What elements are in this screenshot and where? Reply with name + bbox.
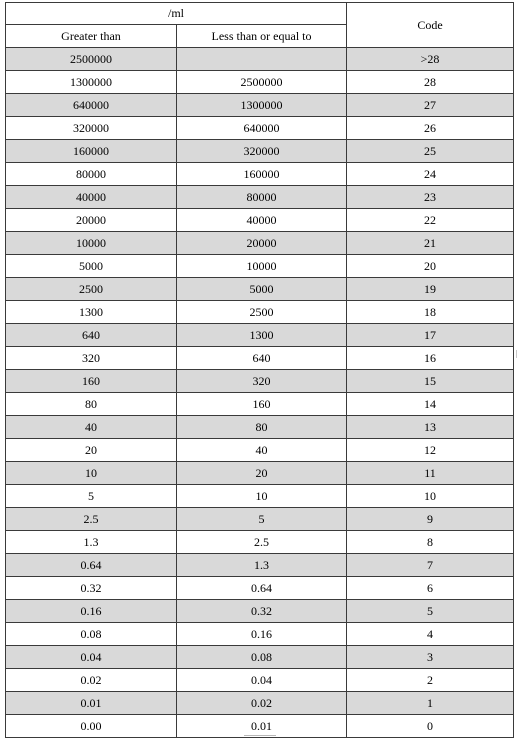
greater-than-cell: 2500000: [6, 48, 177, 71]
particle-count-code-table: [5, 2, 514, 738]
table-row: [6, 577, 514, 600]
table-row: [6, 94, 514, 117]
less-equal-cell: 160000: [177, 163, 347, 186]
code-cell: 14: [347, 393, 514, 416]
code-cell: 27: [347, 94, 514, 117]
table-row: [6, 600, 514, 623]
less-equal-cell: 1300000: [177, 94, 347, 117]
greater-than-cell: 20: [6, 439, 177, 462]
less-equal-cell: 5000: [177, 278, 347, 301]
table-row: [6, 531, 514, 554]
greater-than-cell: 640000: [6, 94, 177, 117]
less-equal-cell: 80: [177, 416, 347, 439]
greater-than-cell: 1300: [6, 301, 177, 324]
greater-than-cell: 10000: [6, 232, 177, 255]
code-cell: 15: [347, 370, 514, 393]
less-equal-cell: 20: [177, 462, 347, 485]
code-header: Code: [347, 3, 514, 48]
greater-than-cell: 0.16: [6, 600, 177, 623]
greater-than-header: Greater than: [6, 25, 177, 48]
less-equal-cell: 0.32: [177, 600, 347, 623]
greater-than-cell: 2.5: [6, 508, 177, 531]
table-row: [6, 508, 514, 531]
greater-than-cell: 160: [6, 370, 177, 393]
code-cell: 12: [347, 439, 514, 462]
code-cell: 2: [347, 669, 514, 692]
greater-than-cell: 0.02: [6, 669, 177, 692]
table-header: [6, 3, 514, 48]
greater-than-cell: 0.04: [6, 646, 177, 669]
greater-than-cell: 20000: [6, 209, 177, 232]
table-row: [6, 669, 514, 692]
code-cell: 11: [347, 462, 514, 485]
less-equal-cell: 640: [177, 347, 347, 370]
greater-than-cell: 40000: [6, 186, 177, 209]
table-row: [6, 347, 514, 370]
less-equal-cell: 5: [177, 508, 347, 531]
code-cell: 16: [347, 347, 514, 370]
code-cell: 5: [347, 600, 514, 623]
table-row: [6, 278, 514, 301]
less-equal-cell: 20000: [177, 232, 347, 255]
code-cell: 9: [347, 508, 514, 531]
table-row: [6, 232, 514, 255]
greater-than-cell: 0.64: [6, 554, 177, 577]
table-row: [6, 692, 514, 715]
code-cell: >28: [347, 48, 514, 71]
greater-than-cell: 1300000: [6, 71, 177, 94]
table-row: [6, 301, 514, 324]
code-cell: 22: [347, 209, 514, 232]
less-equal-cell: 10000: [177, 255, 347, 278]
table-row: [6, 48, 514, 71]
table-row: [6, 209, 514, 232]
less-equal-cell: 0.16: [177, 623, 347, 646]
scroll-edge-mark: [516, 350, 517, 358]
code-cell: 19: [347, 278, 514, 301]
table-row: [6, 623, 514, 646]
code-cell: 21: [347, 232, 514, 255]
table-row: [6, 393, 514, 416]
greater-than-cell: 0.00: [6, 715, 177, 738]
table-row: [6, 439, 514, 462]
greater-than-cell: 320000: [6, 117, 177, 140]
table-row: [6, 324, 514, 347]
less-equal-cell: [177, 48, 347, 71]
greater-than-cell: 10: [6, 462, 177, 485]
less-equal-cell: 2500: [177, 301, 347, 324]
less-equal-cell: 2.5: [177, 531, 347, 554]
code-cell: 3: [347, 646, 514, 669]
greater-than-cell: 0.32: [6, 577, 177, 600]
greater-than-cell: 1.3: [6, 531, 177, 554]
code-cell: 1: [347, 692, 514, 715]
greater-than-cell: 5: [6, 485, 177, 508]
less-equal-cell: 10: [177, 485, 347, 508]
greater-than-cell: 160000: [6, 140, 177, 163]
greater-than-cell: 80000: [6, 163, 177, 186]
table-row: [6, 117, 514, 140]
greater-than-cell: 0.01: [6, 692, 177, 715]
less-equal-cell: 160: [177, 393, 347, 416]
code-cell: 26: [347, 117, 514, 140]
table-row: [6, 554, 514, 577]
code-table-container: [5, 2, 513, 738]
less-equal-cell: 640000: [177, 117, 347, 140]
code-cell: 8: [347, 531, 514, 554]
less-equal-cell: 1.3: [177, 554, 347, 577]
code-cell: 25: [347, 140, 514, 163]
less-equal-cell: 0.08: [177, 646, 347, 669]
table-row: [6, 140, 514, 163]
code-cell: 18: [347, 301, 514, 324]
code-cell: 6: [347, 577, 514, 600]
code-cell: 24: [347, 163, 514, 186]
less-equal-cell: 0.04: [177, 669, 347, 692]
table-row: [6, 255, 514, 278]
less-equal-cell: 320000: [177, 140, 347, 163]
table-row: [6, 485, 514, 508]
code-cell: 4: [347, 623, 514, 646]
less-equal-cell: 2500000: [177, 71, 347, 94]
greater-than-cell: 40: [6, 416, 177, 439]
code-cell: 13: [347, 416, 514, 439]
less-equal-cell: 40000: [177, 209, 347, 232]
table-row: [6, 163, 514, 186]
greater-than-cell: 5000: [6, 255, 177, 278]
code-cell: 17: [347, 324, 514, 347]
code-cell: 28: [347, 71, 514, 94]
code-cell: 20: [347, 255, 514, 278]
less-equal-cell: 0.01: [177, 715, 347, 738]
less-equal-cell: 0.64: [177, 577, 347, 600]
greater-than-cell: 80: [6, 393, 177, 416]
greater-than-cell: 640: [6, 324, 177, 347]
table-row: [6, 646, 514, 669]
less-equal-cell: 80000: [177, 186, 347, 209]
code-cell: 10: [347, 485, 514, 508]
unit-header: /ml: [6, 3, 347, 25]
table-body: [6, 48, 514, 738]
table-row: [6, 462, 514, 485]
less-equal-cell: 40: [177, 439, 347, 462]
table-row: [6, 370, 514, 393]
less-equal-cell: 0.02: [177, 692, 347, 715]
greater-than-cell: 2500: [6, 278, 177, 301]
less-equal-header: Less than or equal to: [177, 25, 347, 48]
less-equal-cell: 320: [177, 370, 347, 393]
greater-than-cell: 320: [6, 347, 177, 370]
page-edge-mark: [244, 735, 276, 736]
table-row: [6, 71, 514, 94]
code-cell: 7: [347, 554, 514, 577]
table-row: [6, 186, 514, 209]
less-equal-cell: 1300: [177, 324, 347, 347]
greater-than-cell: 0.08: [6, 623, 177, 646]
code-cell: 0: [347, 715, 514, 738]
table-row: [6, 416, 514, 439]
code-cell: 23: [347, 186, 514, 209]
